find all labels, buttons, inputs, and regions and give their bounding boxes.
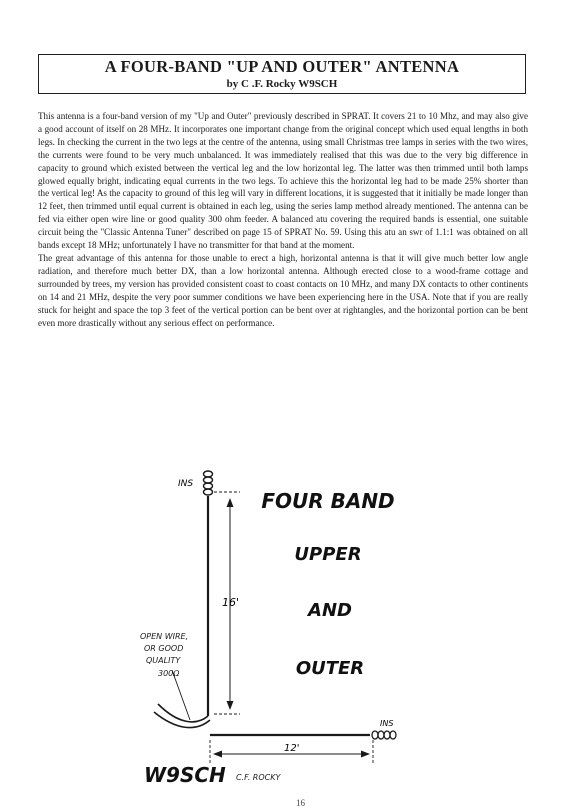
feeder-note-line-2: OR GOOD xyxy=(144,644,184,653)
feeder-note-line-4: 300Ω xyxy=(158,669,180,678)
title-box xyxy=(38,54,526,94)
heading-four-band: FOUR BAND xyxy=(261,489,395,513)
heading-upper: UPPER xyxy=(294,544,362,565)
arrow-right-icon xyxy=(361,751,370,758)
article-title: A FOUR-BAND "UP AND OUTER" ANTENNA xyxy=(104,57,460,76)
arrow-up-icon xyxy=(227,498,234,507)
page-number: 16 xyxy=(296,798,305,808)
paragraph-1: This antenna is a four-band version of my "Up and Outer" previously described in SPRAT. It covers 21 to 10 Mhz, and may also give a good account of itself on 28 MHz. It incorporates one important change from the original concept which used equal lengths in both legs. In checking the current in the two legs at the centre of the antenna, using small Christmas tree lamps in series with the two wires, the currents were found to be very much unbalanced. It was immediately realised that this was due to the very big difference in capacity to ground which existed between the vertical leg and the low horizontal leg. The latter was then trimmed until both lamps glowed equally bright, indicating equal currents in the two legs. To achieve this the horizontal leg had to be made 25% shorter than the vertical leg! As the capacity to ground of this leg will vary in different locations, it is suggested that it initially be made longer than 12 feet, then trimmed until equal current is obtained in each leg, using the series lamp method already mentioned. The antenna can be fed via either open wire line or good quality 300 ohm feeder. A balanced atu covering the required bands is essential, one suitable circuit being the "Classic Antenna Tuner" described on page 15 of SPRAT No. 59. Using this atu an swr of 1.1:1 was obtained on all bands except 18 MHz; unfortunately I have no transmitter for that band at the moment. xyxy=(38,111,528,251)
heading-and: AND xyxy=(308,600,352,621)
ins-right-label: INS xyxy=(380,719,394,728)
heading-outer: OUTER xyxy=(295,658,365,679)
paragraph-2: The great advantage of this antenna for those unable to erect a high, horizontal antenna is that it will give much better low angle radiation, and therefore much better DX, than a low horizontal antenna. Although erected close to a wood-frame cottage and surrounded by trees, my version has provided consistent coast to coast contacts on 10 MHz, and many DX contacts to other continents on 14 and 21 MHz, despite the very poor summer conditions we have been experiencing here in the USA. Note that if you are really stuck for height and space the top 3 feet of the vertical portion can be bent over at rightangles, and the horizontal portion can be bent even more drastically without any serious effect on performance. xyxy=(38,252,528,328)
arrow-left-icon xyxy=(213,751,222,758)
arrow-down-icon xyxy=(227,701,234,710)
callsign: W9SCH xyxy=(144,763,226,787)
horizontal-length-label: 12' xyxy=(284,743,300,754)
signature: C.F. ROCKY xyxy=(236,773,281,782)
article-byline: by C .F. Rocky W9SCH xyxy=(226,78,338,90)
feeder-note-line-3: QUALITY xyxy=(146,656,181,665)
antenna-diagram xyxy=(0,420,566,798)
ins-top-label: INS xyxy=(178,479,194,489)
top-insulator-icon xyxy=(204,471,213,495)
vertical-length-label: 16' xyxy=(222,596,240,609)
right-insulator-icon xyxy=(372,731,396,739)
article-body xyxy=(38,110,528,329)
feeder-note-line-1: OPEN WIRE, xyxy=(140,632,189,641)
